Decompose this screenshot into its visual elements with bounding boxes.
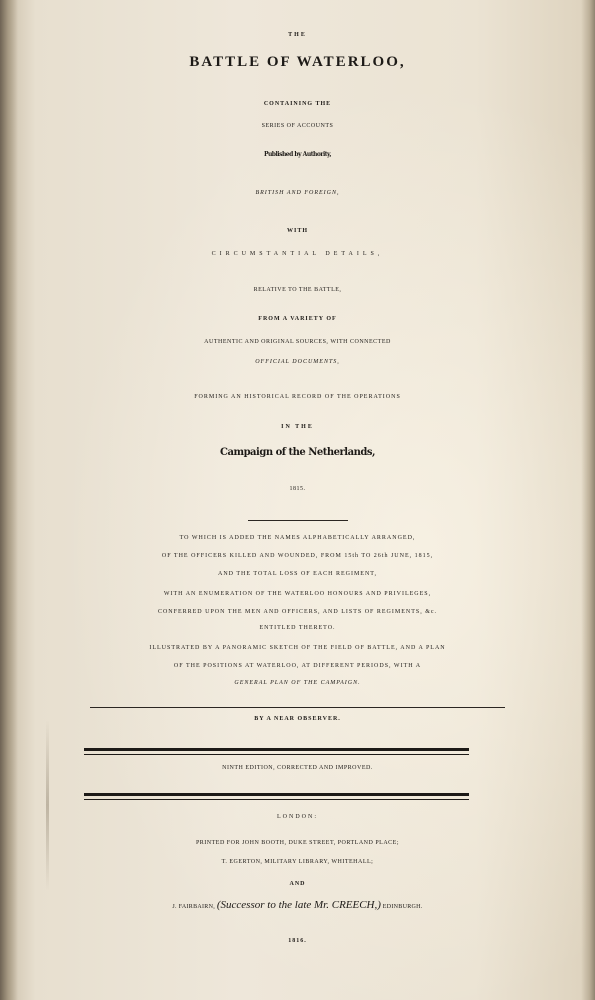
series-line: SERIES OF ACCOUNTS <box>261 123 334 129</box>
published-line: Published by Authority, <box>263 151 332 158</box>
short-rule <box>248 520 348 521</box>
title-article: THE <box>288 32 307 38</box>
supplement-line-3: AND THE TOTAL LOSS OF EACH REGIMENT, <box>217 571 378 577</box>
campaign-year: 1815. <box>289 486 306 492</box>
supplement-line-4: WITH AN ENUMERATION OF THE WATERLOO HONOURS AND PRIVILEGES, <box>163 591 432 597</box>
with-line: WITH <box>286 228 308 234</box>
supplement-line-8: OF THE POSITIONS AT WATERLOO, AT DIFFERENT PERIODS, WITH A <box>173 663 422 669</box>
main-title: BATTLE OF WATERLOO, <box>189 54 406 70</box>
imprint-fairbairn <box>0 900 595 911</box>
double-rule-lower <box>84 793 469 800</box>
author-line: BY A NEAR OBSERVER. <box>254 716 341 722</box>
imprint-and: AND <box>289 881 306 887</box>
fairbairn-name: J. FAIRBAIRN, <box>172 904 216 910</box>
page-edge <box>581 0 595 1000</box>
binding-edge <box>0 0 18 1000</box>
edition-line: NINTH EDITION, CORRECTED AND IMPROVED. <box>222 765 373 771</box>
official-line: OFFICIAL DOCUMENTS, <box>255 359 340 365</box>
from-line: FROM A VARIETY OF <box>258 316 337 322</box>
print-year: 1816. <box>288 938 307 944</box>
supplement-line-5: CONFERRED UPON THE MEN AND OFFICERS, AND LISTS OF REGIMENTS, &c. <box>157 609 438 615</box>
double-rule-upper <box>84 748 469 755</box>
circumstantial-line: CIRCUMSTANTIAL DETAILS, <box>211 251 384 257</box>
imprint-city: LONDON: <box>277 814 318 820</box>
supplement-line-6: ENTITLED THERETO. <box>259 625 336 631</box>
containing-line: CONTAINING THE <box>263 101 332 107</box>
imprint-egerton: T. EGERTON, MILITARY LIBRARY, WHITEHALL; <box>221 859 374 865</box>
authentic-line: AUTHENTIC AND ORIGINAL SOURCES, WITH CONNECTED <box>204 339 391 345</box>
in-the-line: IN THE <box>281 424 314 430</box>
relative-line: RELATIVE TO THE BATTLE, <box>253 287 342 293</box>
general-plan-line: GENERAL PLAN OF THE CAMPAIGN. <box>234 680 361 686</box>
forming-line: FORMING AN HISTORICAL RECORD OF THE OPERATIONS <box>194 394 401 400</box>
supplement-line-1: TO WHICH IS ADDED THE NAMES ALPHABETICALLY ARRANGED, <box>179 535 416 541</box>
british-foreign-line: BRITISH AND FOREIGN, <box>255 190 340 196</box>
fairbairn-city: EDINBURGH. <box>382 904 423 910</box>
supplement-line-7: ILLUSTRATED BY A PANORAMIC SKETCH OF THE FIELD OF BATTLE, AND A PLAN <box>149 645 446 651</box>
imprint-printer: PRINTED FOR JOHN BOOTH, DUKE STREET, PORTLAND PLACE; <box>195 840 400 846</box>
fairbairn-successor: (Successor to the late Mr. CREECH,) <box>216 899 381 911</box>
middle-rule <box>90 707 505 708</box>
campaign-line: Campaign of the Netherlands, <box>220 447 375 458</box>
supplement-line-2: OF THE OFFICERS KILLED AND WOUNDED, FROM 15th TO 26th JUNE, 1815, <box>161 553 434 559</box>
